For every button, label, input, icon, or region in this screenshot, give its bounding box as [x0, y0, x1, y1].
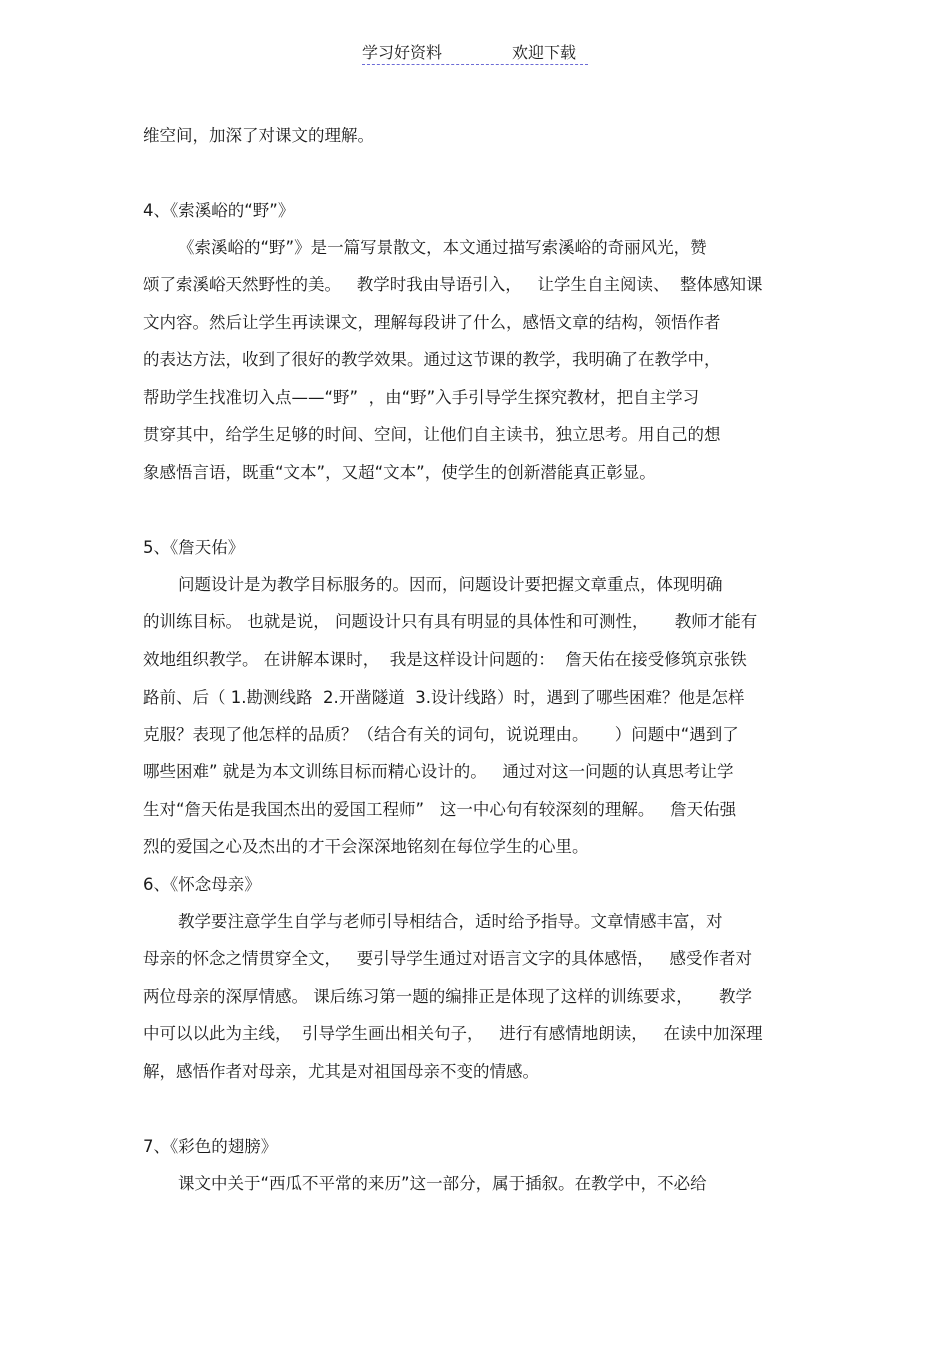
text-line: 问题设计是为教学目标服务的。因而，问题设计要把握文章重点，体现明确 [178, 575, 723, 594]
text-line: 贯穿其中，给学生足够的时间、空间，让他们自主读书，独立思考。用自己的想 [143, 425, 721, 444]
text-line: 路前、后（ 1.勘测线路 2.开凿隧道 3.设计线路）时，遇到了哪些困难？他是怎样 [143, 688, 745, 707]
text-line: 中可以以此为主线， 引导学生画出相关句子， 进行有感情地朗读， 在读中加深理 [143, 1024, 763, 1043]
text-line: 效地组织教学。 在讲解本课时， 我是这样设计问题的： 詹天佑在接受修筑京张铁 [143, 650, 747, 669]
text-line: 5、《詹天佑》 [143, 538, 245, 557]
text-line: 7、《彩色的翅膀》 [143, 1137, 278, 1156]
text-line: 颂了索溪峪天然野性的美。 教学时我由导语引入， 让学生自主阅读、 整体感知课 [143, 275, 763, 294]
text-line: 维空间，加深了对课文的理解。 [143, 126, 374, 145]
text-line: 母亲的怀念之情贯穿全文， 要引导学生通过对语言文字的具体感悟， 感受作者对 [143, 949, 752, 968]
text-line: 教学要注意学生自学与老师引导相结合，适时给予指导。文章情感丰富，对 [178, 912, 723, 931]
text-line: 的训练目标。 也就是说， 问题设计只有具有明显的具体性和可测性， 教师才能有 [143, 612, 758, 631]
header-left-text: 学习好资料 [362, 43, 443, 62]
header-right-text: 欢迎下载 [512, 43, 577, 62]
text-line: 生对“詹天佑是我国杰出的爱国工程师” 这一中心句有较深刻的理解。 詹天佑强 [143, 800, 737, 819]
text-line: 两位母亲的深厚情感。 课后练习第一题的编排正是体现了这样的训练要求， 教学 [143, 987, 752, 1006]
text-line: 帮助学生找准切入点——“野” ，由“野”入手引导学生探究教材，把自主学习 [143, 388, 700, 407]
text-line: 课文中关于“西瓜不平常的来历”这一部分，属于插叙。在教学中，不必给 [178, 1174, 707, 1193]
text-line: 4、《索溪峪的“野”》 [143, 201, 295, 220]
text-line: 哪些困难” 就是为本文训练目标而精心设计的。 通过对这一问题的认真思考让学 [143, 762, 734, 781]
text-line: 6、《怀念母亲》 [143, 875, 261, 894]
text-line: 《索溪峪的“野”》是一篇写景散文，本文通过描写索溪峪的奇丽风光，赞 [178, 238, 707, 257]
text-line: 烈的爱国之心及杰出的才干会深深地铭刻在每位学生的心里。 [143, 837, 589, 856]
text-line: 象感悟言语，既重“文本”，又超“文本”，使学生的创新潜能真正彰显。 [143, 463, 656, 482]
text-line: 的表达方法，收到了很好的教学效果。通过这节课的教学，我明确了在教学中， [143, 350, 721, 369]
text-line: 克服？表现了他怎样的品质？（结合有关的词句，说说理由。 ）问题中“遇到了 [143, 725, 739, 744]
text-line: 文内容。然后让学生再读课文，理解每段讲了什么，感悟文章的结构，领悟作者 [143, 313, 721, 332]
text-line: 解，感悟作者对母亲，尤其是对祖国母亲不变的情感。 [143, 1062, 539, 1081]
